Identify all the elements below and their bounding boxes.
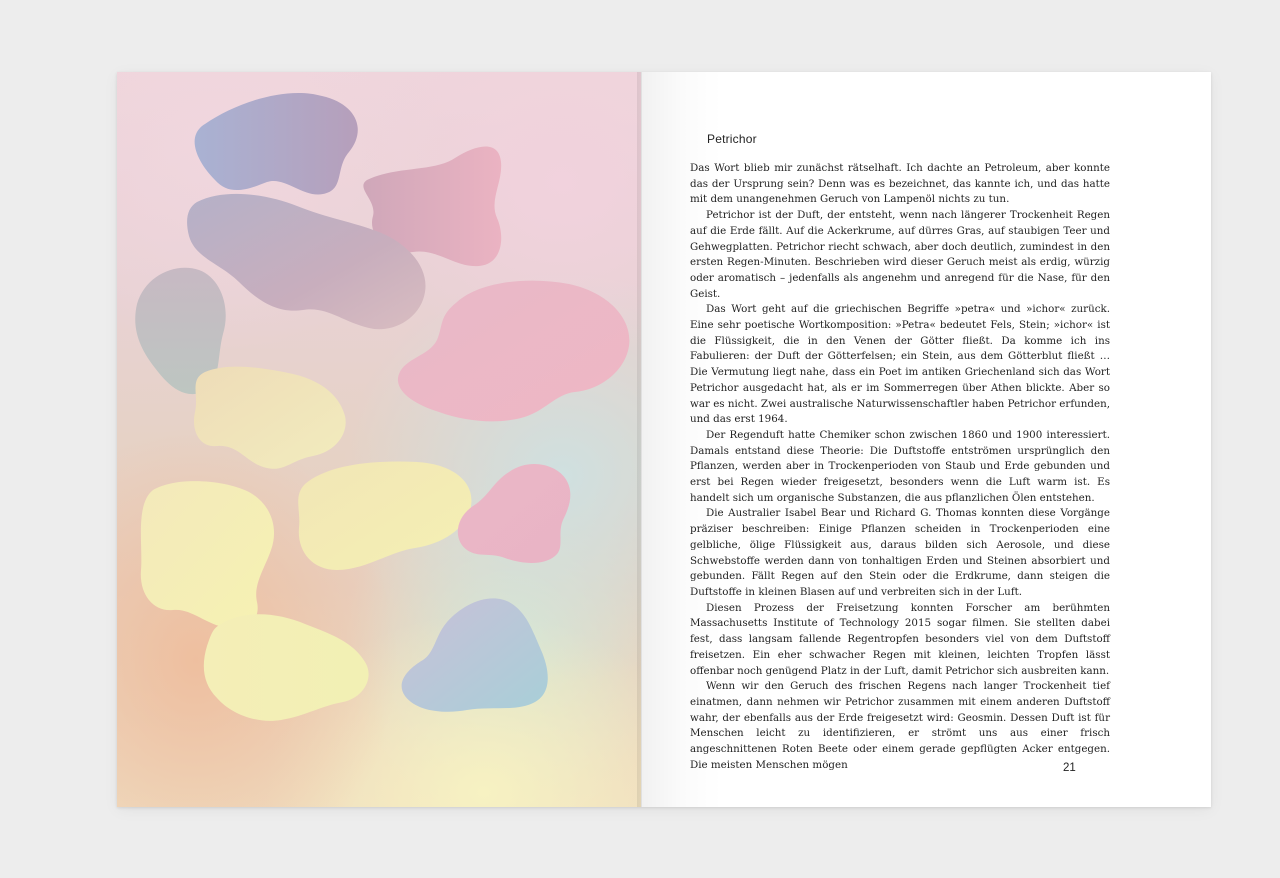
paragraph: Diesen Prozess der Freisetzung konnten Forscher am berühmten Massachusetts Institute of Technology 2015 sogar filmen. Sie stellten dabei fest, dass langsam fallende Regentropfen besonders viel von dem Duftstoff freisetzen. Ein eher schwacher Regen mit kleinen, leichten Tropfen lässt offenbar noch genügend Platz in der Luft, damit Petrichor sich ausbreiten kann.: [690, 601, 1110, 677]
paragraph: Das Wort geht auf die griechischen Begriffe »petra« und »ichor« zurück. Eine sehr poetische Wortkomposition: »Petra« bedeutet Fels, Stein; »ichor« ist die Flüssigkeit, die in den Venen der Götter fließt. Da komme ich ins Fabulieren: der Duft der Götterfelsen; ein Stein, aus dem Götterblut fließt … Die Vermutung liegt nahe, dass ein Poet im antiken Griechenland sich das Wort Petrichor ausgedacht hat, als er im Sommerregen über Athen blickte. Aber so war es nicht. Zwei australische Naturwissenschaftler haben Petrichor erfunden, und das erst 1964.: [690, 303, 1110, 426]
blob-shape: [194, 367, 346, 469]
body-text: [690, 161, 1110, 773]
illustration-page: [117, 72, 641, 807]
paragraph: Wenn wir den Geruch des frischen Regens nach langer Trockenheit tief einatmen, dann nehmen wir Petrichor zusammen mit einem anderen Duftstoff wahr, der ebenfalls aus der Erde freigesetzt wird: Geosmin. Dessen Duft ist für Menschen leicht zu identifizieren, er strömt uns aus einer frisch angeschnittenen Roten Beete oder einem gerade gepflügten Acker entgegen. Die meisten Menschen mögen: [690, 680, 1110, 771]
page-number: 21: [1063, 762, 1076, 774]
blob-shape: [398, 281, 629, 422]
blob-shape: [298, 462, 471, 570]
blob-shape: [195, 93, 358, 195]
book-spread: [117, 72, 1211, 807]
blob-shape: [204, 614, 369, 721]
text-page: [642, 72, 1211, 807]
blob-illustration: [117, 72, 641, 807]
blob-shape: [141, 481, 274, 629]
paragraph: Das Wort blieb mir zunächst rätselhaft. Ich dachte an Petroleum, aber konnte das der Ursprung sein? Denn was es bezeichnet, das kannte ich, und das hatte mit dem unangenehmen Geruch von Lampenöl nichts zu tun.: [690, 162, 1110, 206]
paragraph: Petrichor ist der Duft, der entsteht, wenn nach längerer Trockenheit Regen auf die Erde fällt. Auf die Ackerkrume, auf dürres Gras, auf staubigen Teer und Gehwegplatten. Petrichor riecht schwach, aber doch deutlich, zumindest in den ersten Regen-Minuten. Beschrieben wird dieser Geruch meist als erdig, würzig oder aromatisch – jedenfalls als angenehm und anregend für die Nase, für den Geist.: [690, 209, 1110, 300]
paragraph: Der Regenduft hatte Chemiker schon zwischen 1860 und 1900 interessiert. Damals entstand diese Theorie: Die Duftstoffe entströmen ursprünglich den Pflanzen, werden aber in Trockenperioden von Staub und Erde gebunden und erst bei Regen wieder freigesetzt, besonders wenn die Luft warm ist. Es handelt sich um organische Substanzen, die aus pflanzlichen Ölen entstehen.: [690, 428, 1110, 504]
running-head: Petrichor: [707, 132, 757, 146]
blob-shape: [402, 598, 548, 711]
paragraph: Die Australier Isabel Bear und Richard G. Thomas konnten diese Vorgänge präziser beschreiben: Einige Pflanzen scheiden in Trockenperioden eine gelbliche, ölige Flüssigkeit aus, daraus bilden sich Aerosole, und diese Schwebstoffe werden dann von tonhaltigen Erden und Steinen absorbiert und gebunden. Fällt Regen auf den Stein oder die Erdkrume, dann steigen die Duftstoffe in kleinen Blasen auf und verbreiten sich in der Luft.: [690, 507, 1110, 598]
blob-shape: [458, 464, 571, 563]
